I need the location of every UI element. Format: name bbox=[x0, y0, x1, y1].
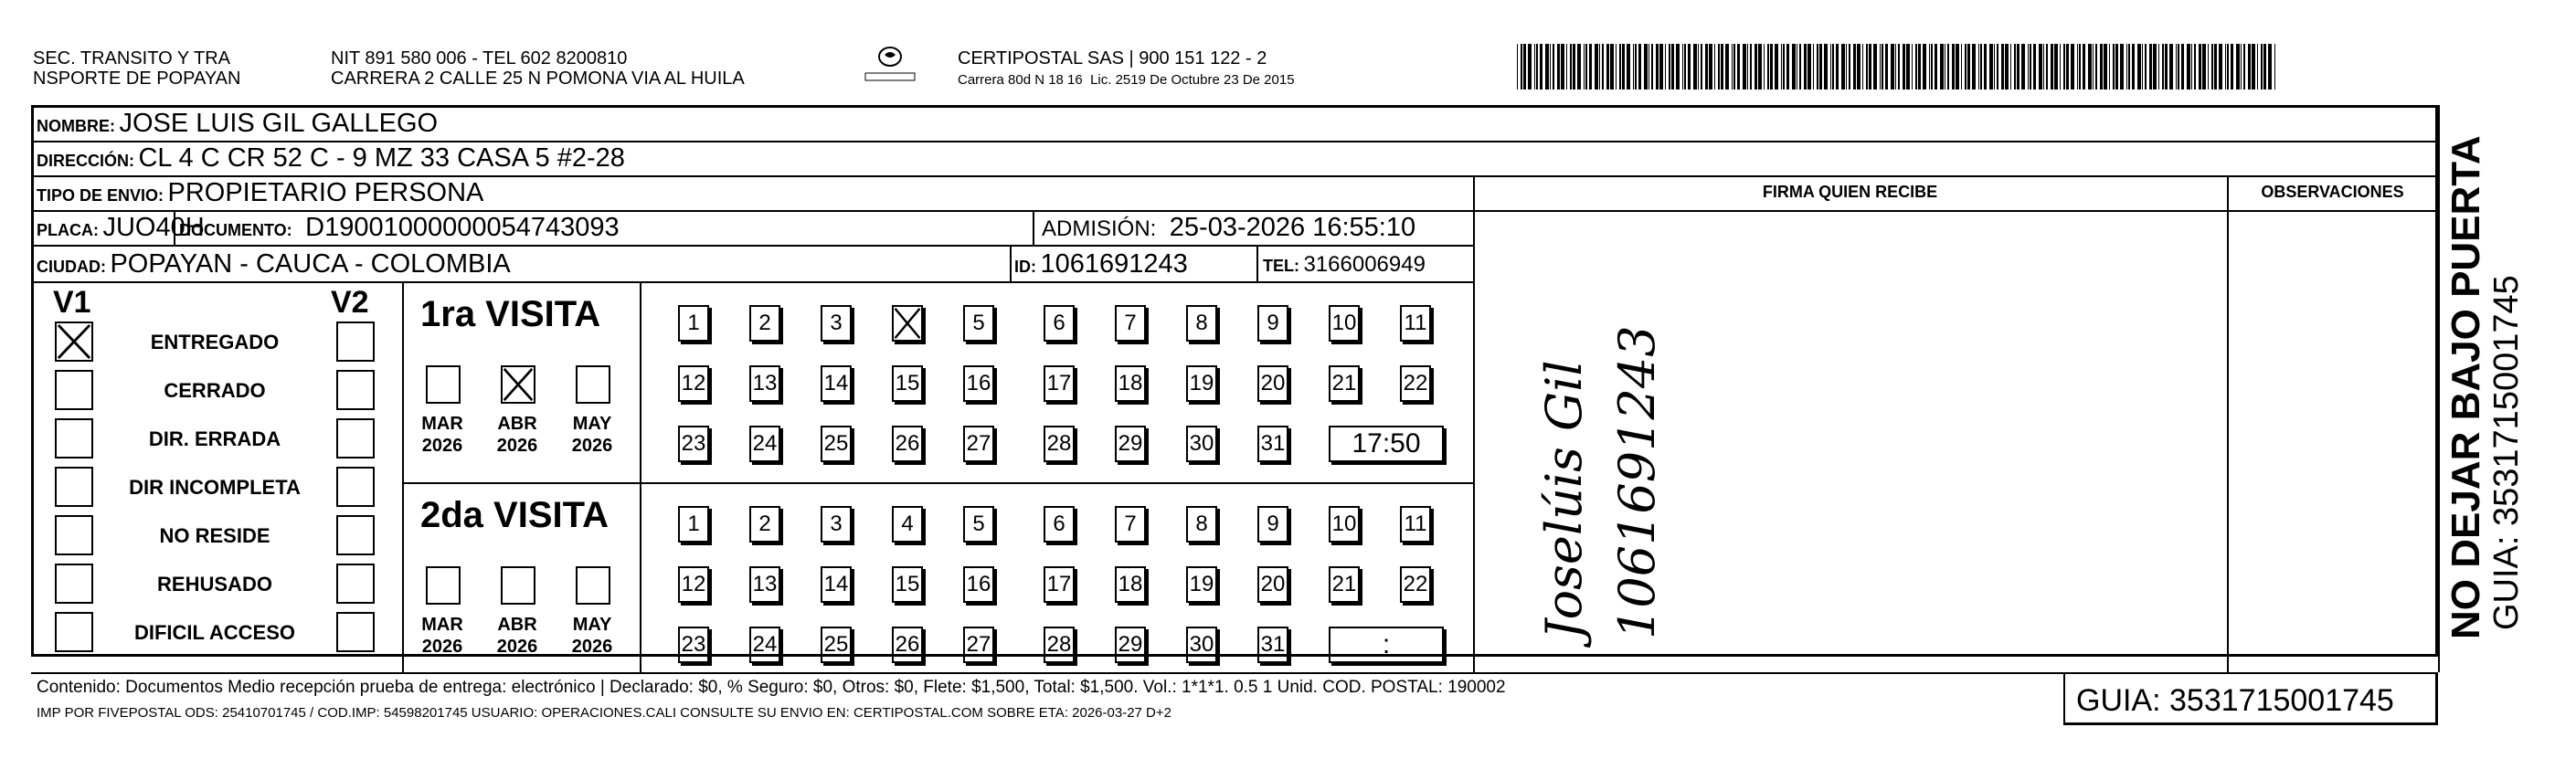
second-day-17[interactable]: 17 bbox=[1044, 566, 1075, 603]
id-value: 1061691243 bbox=[1040, 249, 1188, 279]
second-day-30[interactable]: 30 bbox=[1186, 627, 1217, 663]
first-month-checkbox[interactable] bbox=[501, 365, 535, 404]
carrier-line-1: CERTIPOSTAL SAS | 900 151 122 - 2 bbox=[958, 48, 1267, 69]
direccion-row bbox=[37, 143, 625, 174]
tipo-row bbox=[37, 178, 483, 208]
second-day-19[interactable]: 19 bbox=[1186, 566, 1217, 603]
first-day-9[interactable]: 9 bbox=[1257, 305, 1288, 342]
second-day-26[interactable]: 26 bbox=[892, 627, 923, 663]
first-month-checkbox[interactable] bbox=[576, 365, 610, 404]
second-day-5[interactable]: 5 bbox=[963, 506, 994, 543]
second-day-10[interactable]: 10 bbox=[1329, 506, 1360, 543]
second-month-checkbox[interactable] bbox=[501, 566, 535, 605]
side-guia: GUIA: 3531715001745 bbox=[2487, 275, 2526, 630]
second-day-22[interactable]: 22 bbox=[1400, 566, 1431, 603]
first-day-28[interactable]: 28 bbox=[1044, 426, 1075, 462]
first-month-label: ABR bbox=[497, 414, 537, 434]
v2-checkbox[interactable] bbox=[336, 515, 375, 555]
status-label: NO RESIDE bbox=[159, 524, 270, 547]
v2-label: V2 bbox=[331, 285, 369, 320]
ciudad-value: POPAYAN - CAUCA - COLOMBIA bbox=[110, 249, 511, 279]
status-label: DIR. ERRADA bbox=[148, 427, 281, 450]
second-day-2[interactable]: 2 bbox=[749, 506, 780, 543]
second-day-14[interactable]: 14 bbox=[821, 566, 852, 603]
first-day-19[interactable]: 19 bbox=[1186, 365, 1217, 402]
second-month-year: 2026 bbox=[421, 637, 463, 657]
first-day-3[interactable]: 3 bbox=[821, 305, 852, 342]
footer-contenido: Contenido: Documentos Medio recepción prueba de entrega: electrónico | Declarado: $0, % Seguro: $0, Otros: $0, Flete: $1,500, Total: $1,500. Vol.: 1*1*1. 0.5 1 Unid. COD. POSTAL: 190002 bbox=[37, 678, 1506, 697]
placa-label: PLACA: bbox=[37, 221, 99, 239]
second-day-7[interactable]: 7 bbox=[1115, 506, 1146, 543]
admision-label: ADMISIÓN: bbox=[1042, 216, 1157, 241]
direccion-label: DIRECCIÓN: bbox=[37, 152, 134, 170]
first-day-8[interactable]: 8 bbox=[1186, 305, 1217, 342]
first-day-10[interactable]: 10 bbox=[1329, 305, 1360, 342]
second-day-21[interactable]: 21 bbox=[1329, 566, 1360, 603]
v2-checkbox[interactable] bbox=[336, 418, 375, 459]
second-day-12[interactable]: 12 bbox=[678, 566, 709, 603]
v2-checkbox[interactable] bbox=[336, 467, 375, 507]
first-day-21[interactable]: 21 bbox=[1329, 365, 1360, 402]
second-day-11[interactable]: 11 bbox=[1400, 506, 1431, 543]
second-day-24[interactable]: 24 bbox=[749, 627, 780, 663]
nombre-value: JOSE LUIS GIL GALLEGO bbox=[119, 109, 439, 138]
first-month-year: 2026 bbox=[421, 436, 463, 456]
v2-checkbox[interactable] bbox=[336, 612, 375, 652]
nit-line-2: CARRERA 2 CALLE 25 N POMONA VIA AL HUILA bbox=[331, 69, 745, 89]
second-month-label: ABR bbox=[497, 615, 537, 635]
v1-checkbox[interactable] bbox=[55, 322, 93, 362]
second-month-label: MAY bbox=[572, 615, 612, 635]
second-day-28[interactable]: 28 bbox=[1044, 627, 1075, 663]
first-day-31[interactable]: 31 bbox=[1257, 426, 1288, 462]
first-month-year: 2026 bbox=[496, 436, 538, 456]
footer-imp: IMP POR FIVEPOSTAL ODS: 25410701745 / COD.IMP: 54598201745 USUARIO: OPERACIONES.CALI CONSULTE SU ENVIO EN: CERTIPOSTAL.COM SOBRE ETA: 2026-03-27 D+2 bbox=[37, 705, 1171, 721]
signature-id: 1061691243 bbox=[1608, 325, 1666, 639]
first-day-30[interactable]: 30 bbox=[1186, 426, 1217, 462]
first-day-18[interactable]: 18 bbox=[1115, 365, 1146, 402]
second-day-15[interactable]: 15 bbox=[892, 566, 923, 603]
first-day-7[interactable]: 7 bbox=[1115, 305, 1146, 342]
v1-checkbox[interactable] bbox=[55, 515, 93, 555]
first-day-17[interactable]: 17 bbox=[1044, 365, 1075, 402]
id-label: ID: bbox=[1014, 258, 1036, 276]
second-month-year: 2026 bbox=[496, 637, 538, 657]
first-day-14[interactable]: 14 bbox=[821, 365, 852, 402]
second-time-box[interactable]: : bbox=[1329, 627, 1444, 663]
ciudad-label: CIUDAD: bbox=[37, 258, 106, 276]
tipo-value: PROPIETARIO PERSONA bbox=[167, 178, 484, 207]
second-month-checkbox[interactable] bbox=[426, 566, 461, 605]
first-visit-label: 1ra VISITA bbox=[420, 294, 601, 334]
second-day-13[interactable]: 13 bbox=[749, 566, 780, 603]
v1-checkbox[interactable] bbox=[55, 612, 93, 652]
second-day-23[interactable]: 23 bbox=[678, 627, 709, 663]
first-day-6[interactable]: 6 bbox=[1044, 305, 1075, 342]
status-label: DIR INCOMPLETA bbox=[129, 476, 301, 499]
v2-checkbox[interactable] bbox=[336, 564, 375, 604]
first-day-29[interactable]: 29 bbox=[1115, 426, 1146, 462]
firma-header: FIRMA QUIEN RECIBE bbox=[1762, 183, 1938, 201]
second-day-8[interactable]: 8 bbox=[1186, 506, 1217, 543]
sender-line-2: NSPORTE DE POPAYAN bbox=[33, 69, 241, 89]
v2-checkbox[interactable] bbox=[336, 370, 375, 410]
v1-label: V1 bbox=[53, 285, 91, 320]
tel-label: TEL: bbox=[1263, 257, 1299, 275]
v1-checkbox[interactable] bbox=[55, 564, 93, 604]
second-day-29[interactable]: 29 bbox=[1115, 627, 1146, 663]
nombre-row bbox=[37, 109, 438, 139]
direccion-value: CL 4 C CR 52 C - 9 MZ 33 CASA 5 #2-28 bbox=[138, 143, 625, 173]
sender-line-1: SEC. TRANSITO Y TRA bbox=[33, 48, 230, 69]
admision-field bbox=[1042, 213, 1415, 243]
second-day-18[interactable]: 18 bbox=[1115, 566, 1146, 603]
second-day-20[interactable]: 20 bbox=[1257, 566, 1288, 603]
v1-checkbox[interactable] bbox=[55, 467, 93, 507]
first-day-25[interactable]: 25 bbox=[821, 426, 852, 462]
first-day-11[interactable]: 11 bbox=[1400, 305, 1431, 342]
barcode-icon bbox=[1517, 44, 2284, 91]
first-day-12[interactable]: 12 bbox=[678, 365, 709, 402]
footer-guia: GUIA: 3531715001745 bbox=[2076, 683, 2394, 718]
v1-checkbox[interactable] bbox=[55, 370, 93, 410]
second-visit-label: 2da VISITA bbox=[420, 495, 609, 535]
first-month-year: 2026 bbox=[571, 436, 613, 456]
first-day-23[interactable]: 23 bbox=[678, 426, 709, 462]
nit-line-1: NIT 891 580 006 - TEL 602 8200810 bbox=[331, 48, 628, 69]
first-day-20[interactable]: 20 bbox=[1257, 365, 1288, 402]
first-day-1[interactable]: 1 bbox=[678, 305, 709, 342]
first-month-checkbox[interactable] bbox=[426, 365, 461, 404]
carrier-line-2: Carrera 80d N 18 16 Lic. 2519 De Octubre 23 De 2015 bbox=[958, 72, 1295, 88]
placa-value: JUO40H bbox=[102, 213, 205, 242]
id-field bbox=[1014, 249, 1188, 279]
second-month-year: 2026 bbox=[571, 637, 613, 657]
nombre-label: NOMBRE: bbox=[37, 117, 115, 135]
side-warning: NO DEJAR BAJO PUERTA bbox=[2443, 135, 2488, 639]
status-label: CERRADO bbox=[164, 379, 266, 402]
observaciones-header: OBSERVACIONES bbox=[2261, 183, 2404, 201]
tel-value: 3166006949 bbox=[1303, 252, 1426, 277]
certipostal-logo-icon bbox=[864, 42, 917, 86]
first-day-26[interactable]: 26 bbox=[892, 426, 923, 462]
second-day-9[interactable]: 9 bbox=[1257, 506, 1288, 543]
first-day-4[interactable] bbox=[892, 305, 923, 342]
first-time-box[interactable]: 17:50 bbox=[1329, 426, 1444, 462]
first-day-24[interactable]: 24 bbox=[749, 426, 780, 462]
tipo-label: TIPO DE ENVIO: bbox=[37, 186, 164, 205]
second-day-3[interactable]: 3 bbox=[821, 506, 852, 543]
second-month-checkbox[interactable] bbox=[576, 566, 610, 605]
admision-value: 25-03-2026 16:55:10 bbox=[1169, 213, 1416, 242]
first-day-5[interactable]: 5 bbox=[963, 305, 994, 342]
first-month-label: MAR bbox=[421, 414, 463, 434]
v1-checkbox[interactable] bbox=[55, 418, 93, 459]
status-label: DIFICIL ACCESO bbox=[133, 621, 295, 644]
ciudad-field bbox=[37, 249, 511, 279]
status-label: REHUSADO bbox=[157, 573, 272, 596]
second-day-27[interactable]: 27 bbox=[963, 627, 994, 663]
second-day-6[interactable]: 6 bbox=[1044, 506, 1075, 543]
v2-checkbox[interactable] bbox=[336, 322, 375, 362]
second-day-25[interactable]: 25 bbox=[821, 627, 852, 663]
tel-field bbox=[1263, 252, 1426, 278]
first-day-16[interactable]: 16 bbox=[963, 365, 994, 402]
documento-field bbox=[179, 213, 620, 243]
first-day-27[interactable]: 27 bbox=[963, 426, 994, 462]
signature-name: Joselúis Gil bbox=[1535, 360, 1593, 639]
second-day-16[interactable]: 16 bbox=[963, 566, 994, 603]
second-month-label: MAR bbox=[421, 615, 463, 635]
first-month-label: MAY bbox=[572, 414, 612, 434]
second-day-1[interactable]: 1 bbox=[678, 506, 709, 543]
status-label: ENTREGADO bbox=[150, 331, 280, 353]
first-day-15[interactable]: 15 bbox=[892, 365, 923, 402]
second-day-4[interactable]: 4 bbox=[892, 506, 923, 543]
second-day-31[interactable]: 31 bbox=[1257, 627, 1288, 663]
documento-label: DOCUMENTO: bbox=[179, 221, 292, 239]
documento-value: D19001000000054743093 bbox=[305, 213, 620, 242]
first-day-13[interactable]: 13 bbox=[749, 365, 780, 402]
first-day-22[interactable]: 22 bbox=[1400, 365, 1431, 402]
first-day-2[interactable]: 2 bbox=[749, 305, 780, 342]
